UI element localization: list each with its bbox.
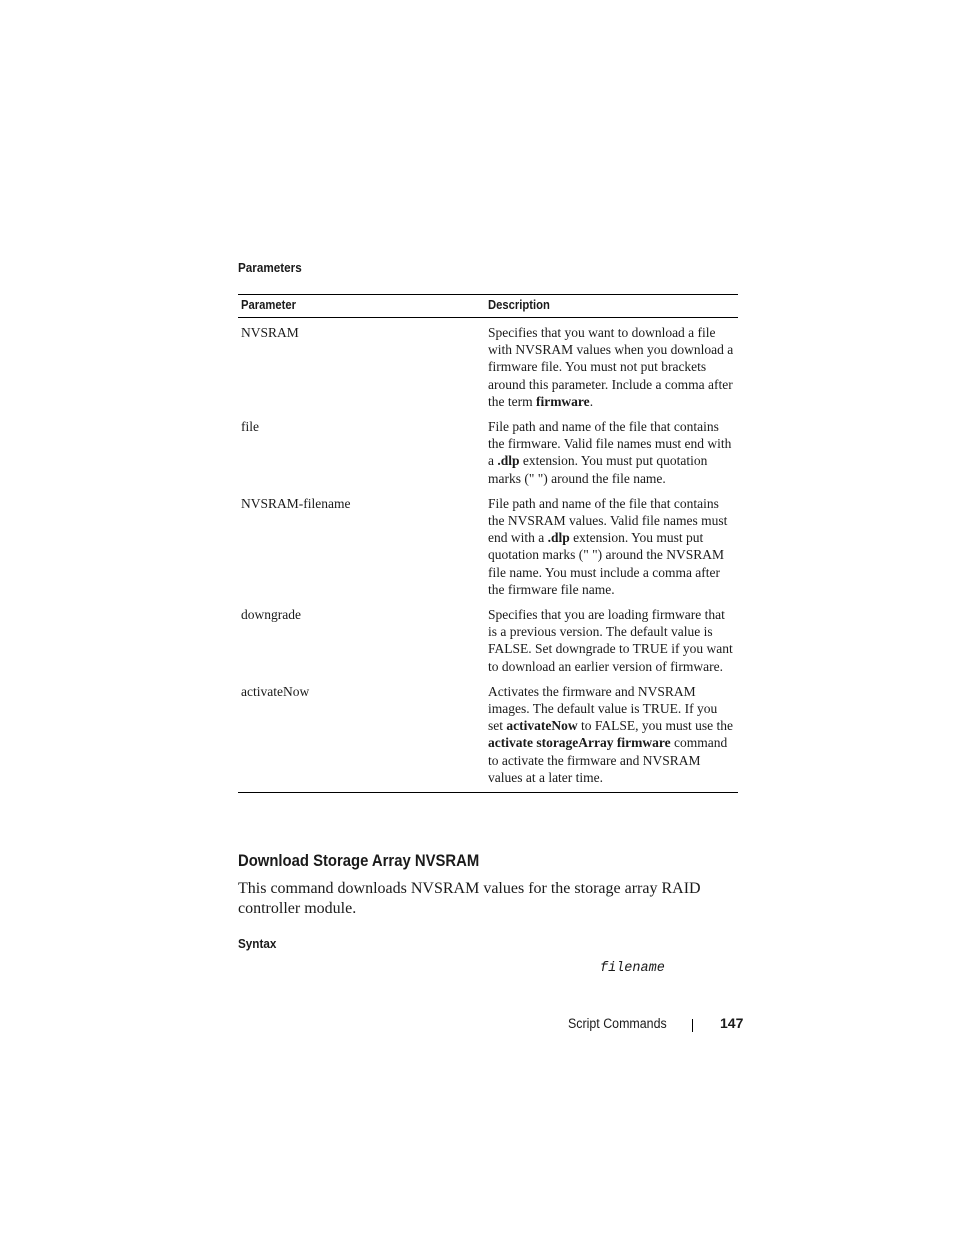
footer-label: Script Commands	[568, 1016, 667, 1031]
section-title: Download Storage Array NVSRAM	[238, 852, 480, 870]
syntax-heading: Syntax	[238, 936, 277, 951]
table-row	[238, 606, 738, 683]
param-description: File path and name of the file that contains the firmware. Valid file names must end with a .dlp extension. You must put quotation marks (" ") around the file name.	[487, 419, 732, 486]
param-name: NVSRAM-filename	[241, 495, 351, 511]
page-number: 147	[720, 1015, 744, 1031]
table-row	[238, 318, 738, 419]
table-row	[238, 495, 738, 606]
section-body: This command downloads NVSRAM values for the storage array RAID controller module.	[238, 880, 701, 917]
table-header-row	[238, 295, 738, 318]
param-description: Specifies that you want to download a file with NVSRAM values when you download a firmware file. You must not put brackets around this parameter. Include a comma after the term firmware.	[487, 325, 734, 409]
param-description: Activates the firmware and NVSRAM images. The default value is TRUE. If you set activateNow to FALSE, you must use the activate storageArray firmware command to activate the firmware and NVSRAM values at a later time.	[485, 683, 738, 793]
param-name: file	[241, 419, 259, 435]
parameters-table	[238, 294, 738, 793]
param-name: NVSRAM	[241, 325, 299, 340]
header-description: Description	[485, 295, 738, 318]
header-parameter: Parameter	[238, 295, 485, 318]
parameters-heading: Parameters	[238, 260, 302, 275]
param-name: downgrade	[241, 607, 301, 623]
param-description: Specifies that you are loading firmware that is a previous version. The default value is FALSE. Set downgrade to TRUE if you want to download an earlier version of firmware.	[487, 607, 733, 674]
param-name: activateNow	[238, 683, 485, 793]
table-row	[238, 418, 738, 495]
footer-separator	[692, 1019, 693, 1032]
param-description: File path and name of the file that contains the NVSRAM values. Valid file names must end with a .dlp extension. You must put quotation marks (" ") around the NVSRAM file name. You must include a comma after the firmware file name.	[487, 495, 728, 597]
table-row	[238, 683, 738, 793]
syntax-code: filename	[600, 961, 665, 976]
